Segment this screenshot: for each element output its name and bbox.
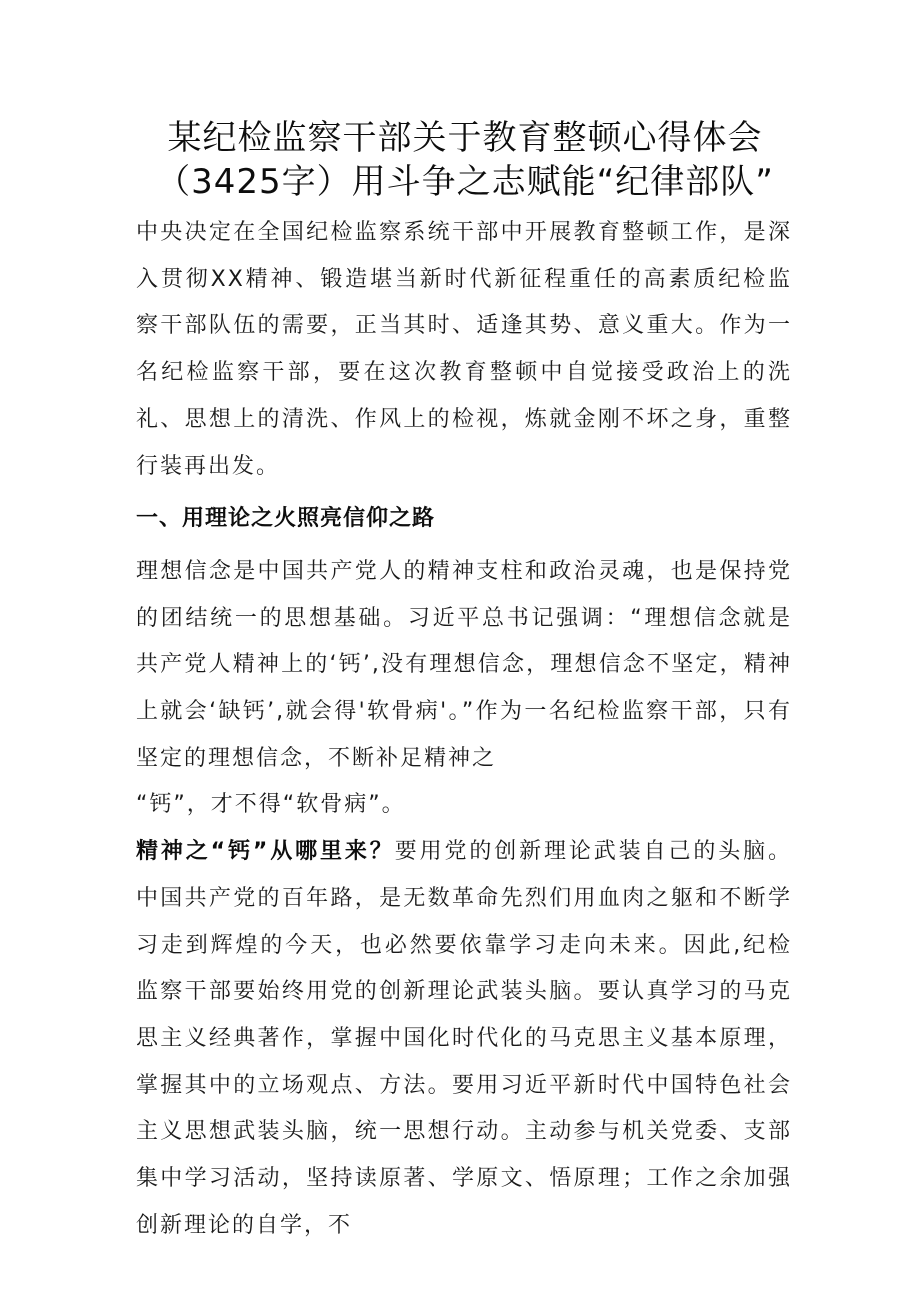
section-heading-1: 一、用理论之火照亮信仰之路	[136, 506, 436, 532]
document-body	[136, 210, 792, 1249]
body-paragraph-1: 理想信念是中国共产党人的精神支柱和政治灵魂，也是保持党的团结统一的思想基础。习近平总书记强调：“理想信念就是共产党人精神上的‘钙’,没有理想信念，理想信念不坚定，精神上就会‘缺钙’,就会得'软骨病'。”作为一名纪检监察干部，只有坚定的理想信念，不断补足精神之	[136, 558, 792, 771]
intro-paragraph: 中央决定在全国纪检监察系统干部中开展教育整顿工作，是深入贯彻XX精神、锻造堪当新时代新征程重任的高素质纪检监察干部队伍的需要，正当其时、适逢其势、意义重大。作为一名纪检监察干部，要在这次教育整顿中自觉接受政治上的洗礼、思想上的清洗、作风上的检视，炼就金刚不坏之身，重整行装再出发。	[136, 220, 792, 479]
paragraph-lead-bold: 精神之“钙”从哪里来？	[136, 839, 395, 865]
paragraph-body-text: 要用党的创新理论武装自己的头脑。中国共产党的百年路，是无数革命先烈们用血肉之躯和不断学习走到辉煌的今天，也必然要依靠学习走向未来。因此,纪检监察干部要始终用党的创新理论武装头脑。要认真学习的马克思主义经典著作，掌握中国化时代化的马克思主义基本原理，掌握其中的立场观点、方法。要用习近平新时代中国特色社会主义思想武装头脑，统一思想行动。主动参与机关党委、支部集中学习活动，坚持读原著、学原文、悟原理；工作之余加强创新理论的自学，不	[136, 839, 792, 1238]
document-title: 某纪检监察干部关于教育整顿心得体会（3425字）用斗争之志赋能“纪律部队”	[156, 118, 774, 202]
body-paragraph-2	[136, 829, 792, 1249]
body-paragraph-1-continuation: “钙”，才不得“软骨病”。	[136, 792, 406, 818]
